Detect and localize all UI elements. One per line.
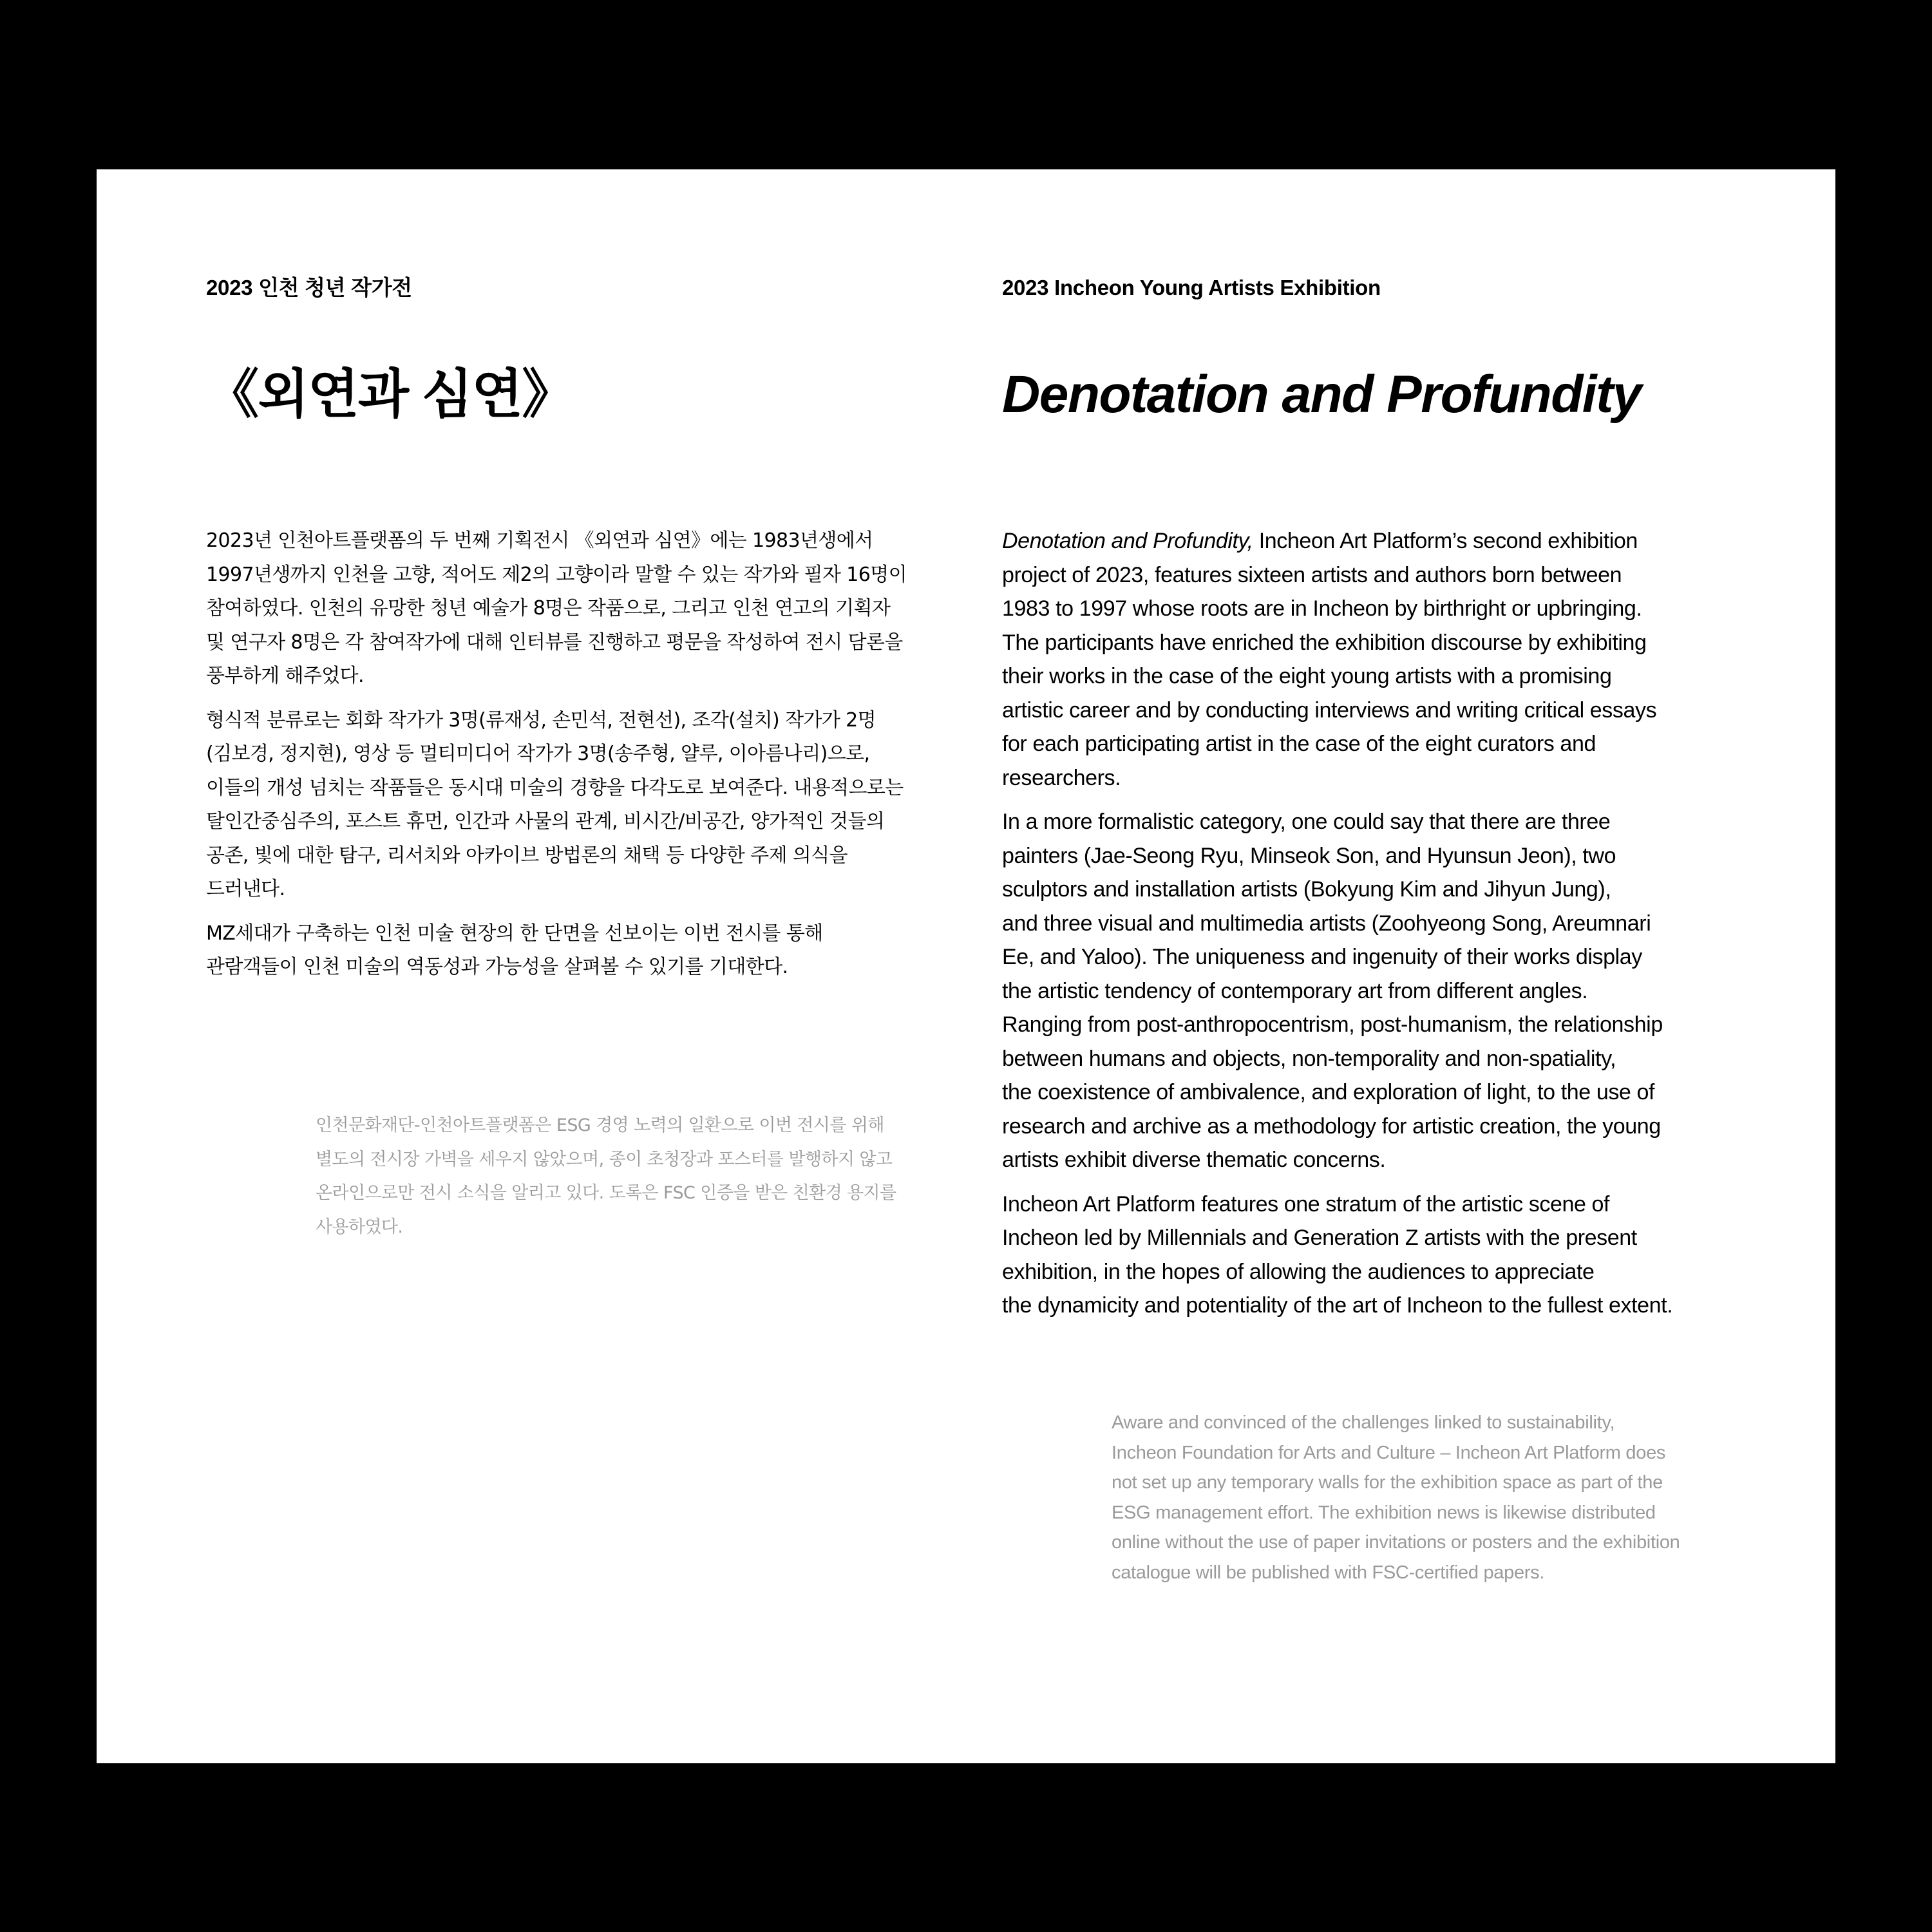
korean-sustainability-note xyxy=(316,1109,896,1244)
note-line: not set up any temporary walls for the exhibition space as part of the xyxy=(1112,1472,1663,1493)
text-line: 형식적 분류로는 회화 작가가 3명(류재성, 손민석, 전현선), 조각(설치) 작가가 2명 xyxy=(206,708,876,732)
note-line: 별도의 전시장 가벽을 세우지 않았으며, 종이 초청장과 포스터를 발행하지 않고 xyxy=(316,1149,893,1170)
text-line: In a more formalistic category, one could say that there are three xyxy=(1002,810,1611,834)
text-line: 이들의 개성 넘치는 작품들은 동시대 미술의 경향을 다각도로 보여준다. 내용적으로는 xyxy=(206,776,904,799)
english-body xyxy=(1002,524,1672,1333)
text-line: researchers. xyxy=(1002,765,1121,790)
document-spread xyxy=(97,169,1835,1763)
note-line: 인천문화재단-인천아트플랫폼은 ESG 경영 노력의 일환으로 이번 전시를 위해 xyxy=(316,1115,884,1135)
text-line: 드러낸다. xyxy=(206,878,285,900)
text-line: 탈인간중심주의, 포스트 휴먼, 인간과 사물의 관계, 비시간/비공간, 양가적인 것들의 xyxy=(206,810,885,833)
english-title: Denotation and Profundity xyxy=(1002,365,1641,424)
korean-paragraph-3 xyxy=(206,917,907,985)
text-line: the coexistence of ambivalence, and exploration of light, to the use of xyxy=(1002,1080,1655,1104)
text-line: exhibition, in the hopes of allowing the audiences to appreciate xyxy=(1002,1259,1595,1284)
text-line: MZ세대가 구축하는 인천 미술 현장의 한 단면을 선보이는 이번 전시를 통해 xyxy=(206,922,823,945)
korean-paragraph-2 xyxy=(206,704,907,907)
korean-eyebrow: 2023 인천 청년 작가전 xyxy=(206,276,412,299)
text-line: Incheon Art Platform features one stratum of the artistic scene of xyxy=(1002,1191,1610,1217)
text-line: 1997년생까지 인천을 고향, 적어도 제2의 고향이라 말할 수 있는 작가와 필자 16명이 xyxy=(206,563,907,586)
text-line: 참여하였다. 인천의 유망한 청년 예술가 8명은 작품으로, 그리고 인천 연고의 기획자 xyxy=(206,597,891,620)
text-line xyxy=(1002,524,1672,558)
text-line: and three visual and multimedia artists (Zoohyeong Song, Areumnari xyxy=(1002,911,1651,936)
note-line: Incheon Foundation for Arts and Culture – Incheon Art Platform does xyxy=(1112,1442,1666,1463)
text-line: 및 연구자 8명은 각 참여작가에 대해 인터뷰를 진행하고 평문을 작성하여 전시 담론을 xyxy=(206,630,903,654)
text-line: artistic career and by conducting interviews and writing critical essays xyxy=(1002,697,1657,723)
text-line: the artistic tendency of contemporary art from different angles. xyxy=(1002,978,1588,1003)
english-paragraph-1 xyxy=(1002,524,1672,795)
text-line: for each participating artist in the case of the eight curators and xyxy=(1002,732,1596,756)
text-line: 관람객들이 인천 미술의 역동성과 가능성을 살펴볼 수 있기를 기대한다. xyxy=(206,956,788,978)
note-line: 온라인으로만 전시 소식을 알리고 있다. 도록은 FSC 인증을 받은 친환경 용지를 xyxy=(316,1183,896,1203)
text-line: sculptors and installation artists (Bokyung Kim and Jihyun Jung), xyxy=(1002,877,1611,902)
first-line-rest: Incheon Art Platform’s second exhibition xyxy=(1253,529,1638,553)
text-line: 풍부하게 해주었다. xyxy=(206,665,364,687)
text-line: research and archive as a methodology for artistic creation, the young xyxy=(1002,1113,1661,1139)
english-eyebrow: 2023 Incheon Young Artists Exhibition xyxy=(1002,276,1381,299)
text-line: project of 2023, features sixteen artists and authors born between xyxy=(1002,562,1622,587)
text-line: between humans and objects, non-temporality and non-spatiality, xyxy=(1002,1046,1616,1071)
text-line: Ee, and Yaloo). The uniqueness and ingenuity of their works display xyxy=(1002,945,1642,969)
note-line: Aware and convinced of the challenges linked to sustainability, xyxy=(1112,1412,1615,1433)
text-line: the dynamicity and potentiality of the art of Incheon to the fullest extent. xyxy=(1002,1293,1673,1318)
text-line: 공존, 빛에 대한 탐구, 리서치와 아카이브 방법론의 채택 등 다양한 주제 의식을 xyxy=(206,844,848,867)
text-line: 1983 to 1997 whose roots are in Incheon by birthright or upbringing. xyxy=(1002,596,1642,621)
english-paragraph-3 xyxy=(1002,1188,1672,1323)
english-sustainability-note xyxy=(1112,1408,1680,1587)
text-line: their works in the case of the eight young artists with a promising xyxy=(1002,664,1612,688)
text-line: The participants have enriched the exhibition discourse by exhibiting xyxy=(1002,630,1647,655)
note-line: ESG management effort. The exhibition news is likewise distributed xyxy=(1112,1502,1656,1523)
korean-body xyxy=(206,524,907,995)
text-line: (김보경, 정지현), 영상 등 멀티미디어 작가가 3명(송주형, 얄루, 이아름나리)으로, xyxy=(206,743,870,765)
text-line: Incheon led by Millennials and Generation Z artists with the present xyxy=(1002,1226,1637,1250)
text-line: 2023년 인천아트플랫폼의 두 번째 기획전시 《외연과 심연》에는 1983년생에서 xyxy=(206,529,873,552)
note-line: catalogue will be published with FSC-certified papers. xyxy=(1112,1562,1545,1583)
exhibition-title-italic: Denotation and Profundity, xyxy=(1002,529,1253,553)
text-line: Ranging from post-anthropocentrism, post-humanism, the relationship xyxy=(1002,1012,1663,1037)
text-line: artists exhibit diverse thematic concerns. xyxy=(1002,1148,1386,1172)
english-paragraph-2 xyxy=(1002,805,1672,1177)
korean-paragraph-1 xyxy=(206,524,907,694)
note-line: 사용하였다. xyxy=(316,1217,403,1237)
note-line: online without the use of paper invitations or posters and the exhibition xyxy=(1112,1532,1680,1553)
text-line: painters (Jae-Seong Ryu, Minseok Son, and Hyunsun Jeon), two xyxy=(1002,843,1616,868)
korean-title: 《외연과 심연》 xyxy=(206,365,574,424)
